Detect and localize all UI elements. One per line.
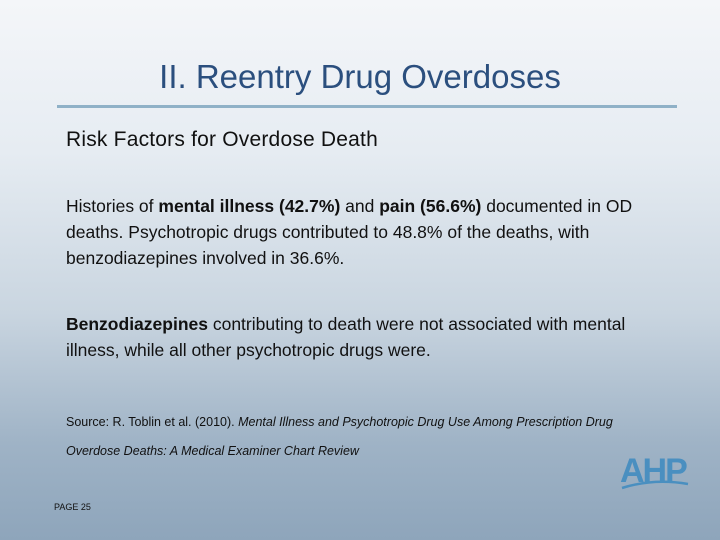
para1-bold-mental-illness: mental illness (42.7%) [158, 196, 341, 216]
ahp-logo-text: AHP [620, 452, 686, 490]
para2-bold-benzodiazepines: Benzodiazepines [66, 314, 208, 334]
paragraph-risk-factors [66, 193, 666, 271]
source-title: Mental Illness and Psychotropic Drug Use Among Prescription Drug Overdose Deaths: A Medical Examiner Chart Review [66, 415, 613, 458]
para1-text-2: and [340, 196, 380, 216]
para1-bold-pain: pain (56.6%) [379, 196, 482, 216]
para1-text-3: documented in OD deaths. Psychotropic drugs contributed to 48.8% of the deaths, with benzodiazepines involved in 36.6%. [66, 196, 633, 268]
page-number: PAGE 25 [54, 502, 91, 512]
ahp-logo [618, 448, 690, 492]
slide-subtitle: Risk Factors for Overdose Death [66, 128, 378, 151]
title-divider [57, 105, 677, 108]
source-citation [66, 408, 626, 466]
para1-text-1: Histories of [66, 196, 159, 216]
slide-title: II. Reentry Drug Overdoses [159, 58, 561, 95]
para2-text: contributing to death were not associated with mental illness, while all other psychotropic drugs were. [66, 314, 626, 360]
paragraph-benzodiazepines [66, 311, 666, 363]
source-prefix: Source: R. Toblin et al. (2010). [66, 415, 239, 429]
